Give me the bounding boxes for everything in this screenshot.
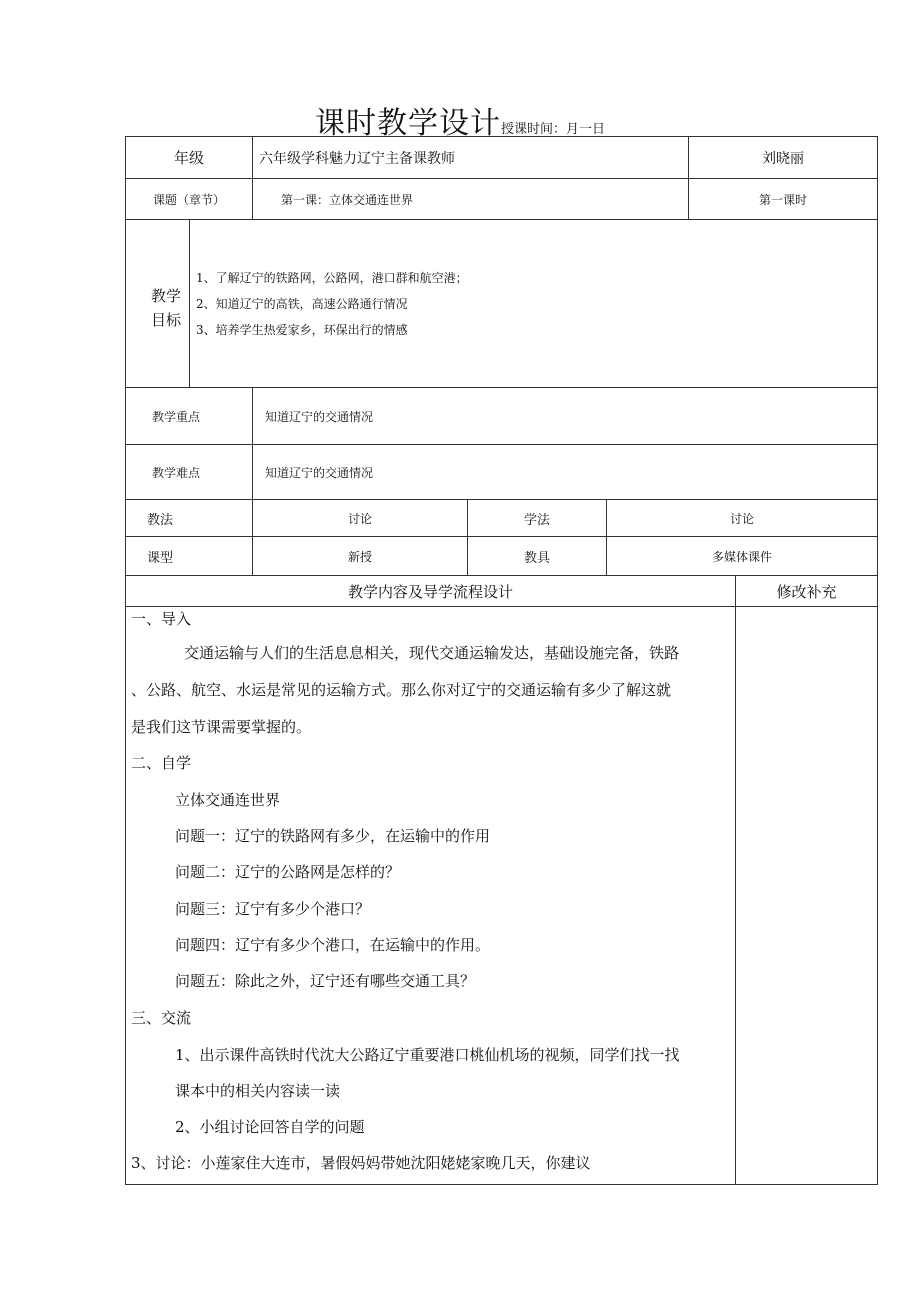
process-text-line: 、公路、航空、水运是常见的运输方式。那么你对辽宁的交通运输有多少了解这就 bbox=[131, 681, 672, 699]
objectives-list bbox=[196, 265, 468, 343]
learning-method-value: 讨论 bbox=[729, 511, 754, 526]
lesson-period: 第一课时 bbox=[758, 192, 807, 207]
title-sub: 授课时间：月一日 bbox=[500, 122, 605, 137]
key-point-value: 知道辽宁的交通情况 bbox=[265, 409, 374, 424]
objectives-label-line2: 目标 bbox=[150, 311, 181, 329]
topic-label: 课题（章节） bbox=[152, 192, 225, 207]
objective-item: 3、培养学生热爱家乡，环保出行的情感 bbox=[196, 323, 408, 337]
question-item: 问题五：除此之外，辽宁还有哪些交通工具？ bbox=[175, 972, 476, 990]
teaching-method-value: 讨论 bbox=[347, 511, 372, 526]
row-divider bbox=[125, 219, 878, 220]
lesson-type-label: 课型 bbox=[147, 550, 174, 566]
question-item: 问题一：辽宁的铁路网有多少，在运输中的作用 bbox=[175, 827, 491, 845]
process-text-line: 立体交通连世界 bbox=[175, 791, 281, 809]
grade-label: 年级 bbox=[173, 149, 204, 167]
section-heading: 二、自学 bbox=[131, 754, 192, 772]
objective-item: 1、了解辽宁的铁路网，公路网，港口群和航空港； bbox=[196, 271, 468, 285]
process-text-line: 3、讨论：小莲家住大连市，暑假妈妈带她沈阳姥姥家晚几天，你建议 bbox=[131, 1154, 591, 1172]
topic-value: 第一课：立体交通连世界 bbox=[281, 192, 414, 207]
learning-method-label: 学法 bbox=[523, 512, 550, 528]
col-divider bbox=[735, 575, 736, 1184]
objective-item: 2、知道辽宁的高铁，高速公路通行情况 bbox=[196, 297, 408, 311]
table-border-left bbox=[125, 136, 126, 1184]
key-point-label: 教学重点 bbox=[151, 409, 200, 424]
table-border-bottom bbox=[125, 1184, 878, 1185]
difficulty-value: 知道辽宁的交通情况 bbox=[265, 465, 374, 480]
section-heading: 三、交流 bbox=[131, 1009, 192, 1027]
col-divider bbox=[252, 136, 253, 219]
question-item: 问题三：辽宁有多少个港口？ bbox=[175, 900, 371, 918]
objectives-label bbox=[141, 284, 191, 332]
table-border-right bbox=[877, 136, 878, 1184]
objectives-label-line1: 教学 bbox=[150, 287, 181, 305]
process-text-line: 课本中的相关内容读一读 bbox=[175, 1082, 341, 1100]
teaching-aids-label: 教具 bbox=[523, 550, 550, 566]
process-text-line: 是我们这节课需要掌握的。 bbox=[131, 718, 312, 736]
process-header: 教学内容及导学流程设计 bbox=[347, 582, 513, 601]
section-heading: 一、导入 bbox=[131, 610, 192, 628]
process-text-line: 1、出示课件高铁时代沈大公路辽宁重要港口桃仙机场的视频，同学们找一找 bbox=[175, 1046, 680, 1064]
question-item: 问题四：辽宁有多少个港口，在运输中的作用。 bbox=[175, 936, 491, 954]
difficulty-label: 教学难点 bbox=[151, 465, 200, 480]
teaching-aids-value: 多媒体课件 bbox=[711, 549, 772, 564]
grade-value: 六年级学科魅力辽宁主备课教师 bbox=[259, 150, 455, 167]
row-divider bbox=[125, 606, 878, 607]
title-main: 课时教学设计 bbox=[314, 106, 501, 141]
teacher-name: 刘晓丽 bbox=[762, 150, 804, 167]
process-text-line: 2、小组讨论回答自学的问题 bbox=[175, 1118, 365, 1136]
process-text-line: 交通运输与人们的生活息息相关，现代交通运输发达，基础设施完备，铁路 bbox=[184, 644, 680, 662]
teaching-method-label: 教法 bbox=[147, 512, 174, 528]
supplement-header: 修改补充 bbox=[776, 582, 837, 601]
question-item: 问题二：辽宁的公路网是怎样的？ bbox=[175, 863, 401, 881]
lesson-type-value: 新授 bbox=[347, 549, 372, 564]
